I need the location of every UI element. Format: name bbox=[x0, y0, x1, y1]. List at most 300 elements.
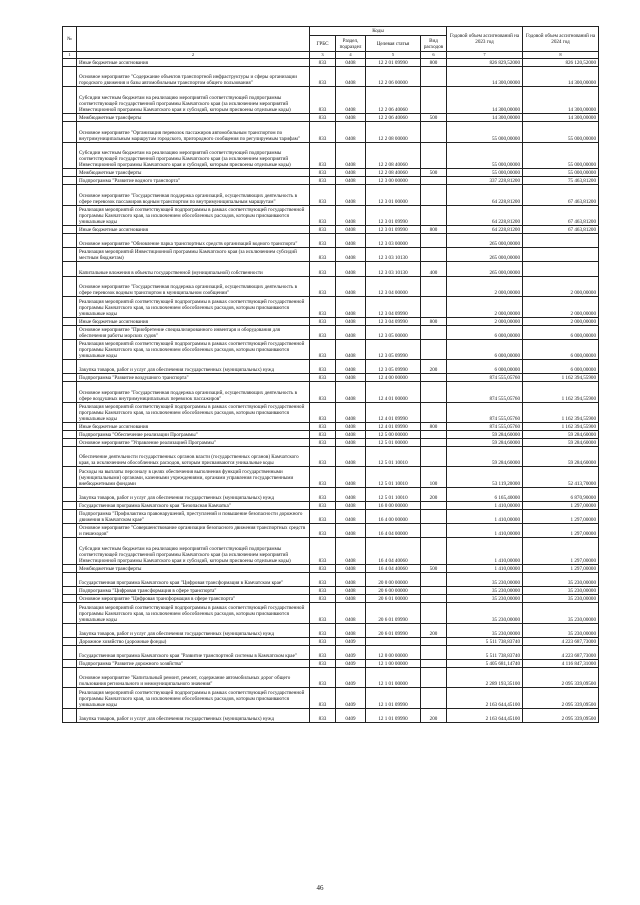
row-num-cell bbox=[63, 688, 77, 709]
row-grbs-cell: 833 bbox=[310, 423, 336, 431]
row-num-cell bbox=[63, 667, 77, 688]
row-exp-type-cell bbox=[421, 637, 447, 645]
row-target-cell: 12 2 06 40060 bbox=[366, 87, 421, 114]
row-exp-type-cell bbox=[421, 524, 447, 538]
row-volume-2024-cell: 52 413,70000 bbox=[523, 467, 599, 488]
row-exp-type-cell: 800 bbox=[421, 317, 447, 325]
row-exp-type-cell bbox=[421, 402, 447, 423]
row-section-cell: 0408 bbox=[336, 623, 366, 637]
budget-page bbox=[62, 26, 598, 723]
row-num-cell bbox=[63, 487, 77, 501]
row-section-cell: 0408 bbox=[336, 587, 366, 595]
row-num-cell bbox=[63, 565, 77, 573]
row-volume-2024-cell: 6 000,00000 bbox=[523, 339, 599, 360]
row-num-cell bbox=[63, 248, 77, 262]
table-row bbox=[63, 59, 599, 67]
row-volume-2023-cell: 59 284,60000 bbox=[447, 446, 523, 467]
row-volume-2023-cell: 6 000,00000 bbox=[447, 325, 523, 339]
row-target-cell: 12 3 00 00000 bbox=[366, 177, 421, 185]
column-index: 5 bbox=[366, 52, 421, 59]
row-section-cell: 0408 bbox=[336, 248, 366, 262]
row-target-cell: 20 6 00 00000 bbox=[366, 587, 421, 595]
row-target-cell: 12 3 05 09990 bbox=[366, 360, 421, 374]
row-volume-2023-cell: 1 410,00000 bbox=[447, 502, 523, 510]
row-exp-type-cell: 500 bbox=[421, 169, 447, 177]
row-target-cell: 12 2 06 40060 bbox=[366, 114, 421, 122]
row-name-cell: Закупка товаров, работ и услуг для обеспечения государственных (муниципальных) нужд bbox=[77, 487, 310, 501]
table-row bbox=[63, 122, 599, 143]
row-num-cell bbox=[63, 205, 77, 226]
row-grbs-cell: 833 bbox=[310, 446, 336, 467]
row-grbs-cell: 833 bbox=[310, 623, 336, 637]
row-section-cell: 0408 bbox=[336, 185, 366, 206]
row-volume-2024-cell: 1 162 394,55900 bbox=[523, 382, 599, 403]
row-volume-2023-cell: 14 300,00000 bbox=[447, 87, 523, 114]
row-section-cell: 0408 bbox=[336, 297, 366, 318]
row-grbs-cell: 833 bbox=[310, 487, 336, 501]
row-target-cell: 12 4 01 00000 bbox=[366, 382, 421, 403]
table-row bbox=[63, 374, 599, 382]
row-exp-type-cell: 500 bbox=[421, 114, 447, 122]
row-grbs-cell: 833 bbox=[310, 339, 336, 360]
row-target-cell: 12 3 03 00000 bbox=[366, 234, 421, 248]
row-num-cell bbox=[63, 382, 77, 403]
row-num-cell bbox=[63, 637, 77, 645]
row-volume-2023-cell: 35 230,00000 bbox=[447, 603, 523, 624]
table-row bbox=[63, 66, 599, 87]
table-row bbox=[63, 423, 599, 431]
row-num-cell bbox=[63, 226, 77, 234]
row-volume-2023-cell: 64 228,81200 bbox=[447, 226, 523, 234]
table-row bbox=[63, 177, 599, 185]
row-volume-2024-cell: 2 095 339,09500 bbox=[523, 708, 599, 722]
row-volume-2024-cell: 67 463,81200 bbox=[523, 205, 599, 226]
row-name-cell: Капитальные вложения в объекты государственной (муниципальной) собственности bbox=[77, 262, 310, 276]
row-volume-2024-cell: 6 000,00000 bbox=[523, 325, 599, 339]
row-exp-type-cell bbox=[421, 248, 447, 262]
table-row bbox=[63, 87, 599, 114]
row-volume-2024-cell: 35 230,00000 bbox=[523, 603, 599, 624]
row-volume-2023-cell: 5 511 738,83740 bbox=[447, 637, 523, 645]
table-row bbox=[63, 623, 599, 637]
header-volume-2023: Годовой объем ассигнований на 2023 год bbox=[447, 27, 523, 52]
row-name-cell: Основное мероприятие "Обновление парка транспортных средств организаций водного транспорта" bbox=[77, 234, 310, 248]
budget-table bbox=[62, 26, 599, 723]
row-num-cell bbox=[63, 234, 77, 248]
row-volume-2024-cell: 75 463,81200 bbox=[523, 177, 599, 185]
row-exp-type-cell bbox=[421, 595, 447, 603]
row-volume-2024-cell: 1 297,00000 bbox=[523, 524, 599, 538]
row-name-cell: Закупка товаров, работ и услуг для обеспечения государственных (муниципальных) нужд bbox=[77, 623, 310, 637]
row-volume-2024-cell: 2 000,00000 bbox=[523, 317, 599, 325]
table-row bbox=[63, 339, 599, 360]
row-target-cell: 20 0 00 00000 bbox=[366, 573, 421, 587]
row-target-cell: 12 2 06 00000 bbox=[366, 66, 421, 87]
row-exp-type-cell bbox=[421, 587, 447, 595]
row-name-cell: Основное мероприятие "Совершенствование организации безопасного движения транспортных средств и пешеходов" bbox=[77, 524, 310, 538]
row-target-cell: 12 3 01 09990 bbox=[366, 226, 421, 234]
row-target-cell: 16 4 04 00000 bbox=[366, 524, 421, 538]
row-volume-2023-cell: 6 165,40000 bbox=[447, 487, 523, 501]
row-volume-2023-cell: 2 000,00000 bbox=[447, 297, 523, 318]
row-section-cell: 0409 bbox=[336, 708, 366, 722]
table-row bbox=[63, 688, 599, 709]
row-num-cell bbox=[63, 87, 77, 114]
row-name-cell: Иные бюджетные ассигнования bbox=[77, 317, 310, 325]
row-num-cell bbox=[63, 59, 77, 67]
row-grbs-cell: 833 bbox=[310, 114, 336, 122]
row-volume-2024-cell: 35 230,00000 bbox=[523, 587, 599, 595]
row-grbs-cell: 833 bbox=[310, 402, 336, 423]
row-grbs-cell: 833 bbox=[310, 603, 336, 624]
row-volume-2024-cell: 55 000,00000 bbox=[523, 142, 599, 169]
row-volume-2023-cell: 35 230,00000 bbox=[447, 587, 523, 595]
row-volume-2024-cell: 1 297,00000 bbox=[523, 502, 599, 510]
row-volume-2024-cell bbox=[523, 248, 599, 262]
row-section-cell: 0408 bbox=[336, 262, 366, 276]
row-name-cell: Основное мероприятие "Организация перевозок пассажиров автомобильным транспортом по внутримуниципальным маршрутам городского, пригородного сообщения по регулируемым тарифам" bbox=[77, 122, 310, 143]
row-name-cell: Основное мероприятие "Государственная поддержка организаций, осуществляющих деятельность в сфере перевозок пассажиров водным транспортом по внутримуниципальным маршрутам" bbox=[77, 185, 310, 206]
row-exp-type-cell bbox=[421, 502, 447, 510]
row-name-cell: Основное мероприятие "Государственная поддержка организаций, осуществляющих деятельность в сфере перевозок водным транспортом в муниципальном сообщении" bbox=[77, 276, 310, 297]
row-target-cell: 12 3 01 09990 bbox=[366, 205, 421, 226]
row-section-cell: 0408 bbox=[336, 446, 366, 467]
row-exp-type-cell: 200 bbox=[421, 487, 447, 501]
row-name-cell: Основное мероприятие "Приобретение специализированного инвентаря и оборудования для обеспечения работы морских судов" bbox=[77, 325, 310, 339]
row-target-cell: 12 3 03 10130 bbox=[366, 248, 421, 262]
row-num-cell bbox=[63, 374, 77, 382]
row-volume-2023-cell: 2 289 193,35100 bbox=[447, 667, 523, 688]
row-grbs-cell: 833 bbox=[310, 66, 336, 87]
row-target-cell: 12 3 03 10130 bbox=[366, 262, 421, 276]
row-grbs-cell: 833 bbox=[310, 510, 336, 524]
row-target-cell: 12 4 01 09990 bbox=[366, 423, 421, 431]
row-exp-type-cell: 200 bbox=[421, 623, 447, 637]
row-num-cell bbox=[63, 431, 77, 439]
row-volume-2023-cell: 14 300,00000 bbox=[447, 66, 523, 87]
row-name-cell: Иные бюджетные ассигнования bbox=[77, 423, 310, 431]
row-section-cell: 0408 bbox=[336, 276, 366, 297]
row-volume-2024-cell: 6 870,90000 bbox=[523, 487, 599, 501]
row-volume-2024-cell: 55 000,00000 bbox=[523, 122, 599, 143]
row-exp-type-cell bbox=[421, 177, 447, 185]
row-target-cell: 12 5 00 00000 bbox=[366, 431, 421, 439]
row-section-cell: 0408 bbox=[336, 538, 366, 565]
table-row bbox=[63, 248, 599, 262]
row-section-cell: 0408 bbox=[336, 595, 366, 603]
column-index: 7 bbox=[447, 52, 523, 59]
table-row bbox=[63, 382, 599, 403]
table-row bbox=[63, 169, 599, 177]
row-section-cell: 0408 bbox=[336, 142, 366, 169]
row-grbs-cell: 833 bbox=[310, 439, 336, 447]
row-exp-type-cell: 800 bbox=[421, 423, 447, 431]
row-section-cell: 0408 bbox=[336, 234, 366, 248]
row-target-cell: 12 4 01 09990 bbox=[366, 402, 421, 423]
table-row bbox=[63, 262, 599, 276]
row-name-cell: Основное мероприятие "Капитальный ремонт, ремонт, содержание автомобильных дорог общего пользования регионального и межмуниципального значения" bbox=[77, 667, 310, 688]
table-row bbox=[63, 667, 599, 688]
row-grbs-cell: 833 bbox=[310, 645, 336, 659]
row-section-cell: 0409 bbox=[336, 667, 366, 688]
row-volume-2023-cell: 53 119,20000 bbox=[447, 467, 523, 488]
table-row bbox=[63, 325, 599, 339]
column-index: 1 bbox=[63, 52, 77, 59]
table-row bbox=[63, 439, 599, 447]
row-name-cell: Основное мероприятие "Содержание объектов транспортной инфраструктуры и сферы организации городского движения и базы автомобильным транспортом общего пользования" bbox=[77, 66, 310, 87]
row-grbs-cell: 833 bbox=[310, 226, 336, 234]
row-exp-type-cell bbox=[421, 603, 447, 624]
row-target-cell: 16 0 00 00000 bbox=[366, 502, 421, 510]
row-name-cell: Иные бюджетные ассигнования bbox=[77, 226, 310, 234]
row-volume-2024-cell: 2 095 339,09500 bbox=[523, 667, 599, 688]
row-section-cell: 0408 bbox=[336, 317, 366, 325]
row-volume-2023-cell: 1 410,00000 bbox=[447, 565, 523, 573]
row-grbs-cell: 833 bbox=[310, 374, 336, 382]
row-section-cell: 0408 bbox=[336, 169, 366, 177]
row-section-cell: 0408 bbox=[336, 510, 366, 524]
row-section-cell: 0408 bbox=[336, 339, 366, 360]
row-name-cell: Межбюджетные трансферты bbox=[77, 114, 310, 122]
row-exp-type-cell bbox=[421, 325, 447, 339]
table-row bbox=[63, 297, 599, 318]
table-row bbox=[63, 185, 599, 206]
table-row bbox=[63, 595, 599, 603]
row-volume-2023-cell: 5 405 681,14740 bbox=[447, 659, 523, 667]
row-section-cell: 0408 bbox=[336, 487, 366, 501]
row-volume-2024-cell: 6 000,00000 bbox=[523, 360, 599, 374]
row-grbs-cell: 833 bbox=[310, 431, 336, 439]
row-grbs-cell: 833 bbox=[310, 297, 336, 318]
row-grbs-cell: 833 bbox=[310, 587, 336, 595]
row-target-cell: 12 0 00 00000 bbox=[366, 645, 421, 659]
row-volume-2024-cell: 2 000,00000 bbox=[523, 297, 599, 318]
row-name-cell: Подпрограмма "Развитие водного транспорта" bbox=[77, 177, 310, 185]
row-grbs-cell: 833 bbox=[310, 177, 336, 185]
row-exp-type-cell: 800 bbox=[421, 226, 447, 234]
row-target-cell: 12 3 04 00000 bbox=[366, 276, 421, 297]
row-volume-2023-cell: 874 555,05760 bbox=[447, 382, 523, 403]
row-volume-2023-cell: 2 163 644,45100 bbox=[447, 688, 523, 709]
row-volume-2024-cell: 67 463,81200 bbox=[523, 185, 599, 206]
row-name-cell: Основное мероприятие "Цифровая трансформация в сфере транспорта" bbox=[77, 595, 310, 603]
row-target-cell: 12 5 01 10010 bbox=[366, 467, 421, 488]
row-target-cell: 12 3 05 00000 bbox=[366, 325, 421, 339]
row-volume-2023-cell: 337 228,81200 bbox=[447, 177, 523, 185]
row-section-cell: 0409 bbox=[336, 688, 366, 709]
row-volume-2024-cell: 59 284,60000 bbox=[523, 446, 599, 467]
row-exp-type-cell: 200 bbox=[421, 708, 447, 722]
row-volume-2023-cell: 2 000,00000 bbox=[447, 276, 523, 297]
row-exp-type-cell bbox=[421, 142, 447, 169]
row-num-cell bbox=[63, 708, 77, 722]
row-num-cell bbox=[63, 446, 77, 467]
row-section-cell: 0408 bbox=[336, 603, 366, 624]
row-section-cell: 0408 bbox=[336, 122, 366, 143]
row-section-cell: 0408 bbox=[336, 431, 366, 439]
row-section-cell: 0408 bbox=[336, 565, 366, 573]
row-grbs-cell: 833 bbox=[310, 659, 336, 667]
row-grbs-cell: 833 bbox=[310, 524, 336, 538]
row-num-cell bbox=[63, 339, 77, 360]
row-exp-type-cell bbox=[421, 374, 447, 382]
row-num-cell bbox=[63, 114, 77, 122]
row-exp-type-cell bbox=[421, 122, 447, 143]
row-exp-type-cell bbox=[421, 446, 447, 467]
row-name-cell: Дорожное хозяйство (дорожные фонды) bbox=[77, 637, 310, 645]
row-volume-2023-cell: 1 410,00000 bbox=[447, 524, 523, 538]
row-section-cell: 0409 bbox=[336, 645, 366, 659]
row-volume-2023-cell: 59 284,60000 bbox=[447, 431, 523, 439]
header-section: Раздел, подраздел bbox=[336, 36, 366, 52]
row-volume-2023-cell: 64 228,81200 bbox=[447, 205, 523, 226]
row-volume-2024-cell bbox=[523, 262, 599, 276]
row-num-cell bbox=[63, 122, 77, 143]
row-section-cell: 0408 bbox=[336, 502, 366, 510]
header-name bbox=[77, 27, 310, 52]
row-exp-type-cell: 500 bbox=[421, 565, 447, 573]
row-num-cell bbox=[63, 587, 77, 595]
column-index: 3 bbox=[310, 52, 336, 59]
row-exp-type-cell bbox=[421, 510, 447, 524]
row-volume-2023-cell: 265 000,00000 bbox=[447, 262, 523, 276]
row-volume-2024-cell: 1 162 394,55900 bbox=[523, 423, 599, 431]
row-num-cell bbox=[63, 467, 77, 488]
row-num-cell bbox=[63, 276, 77, 297]
row-volume-2023-cell: 874 555,05760 bbox=[447, 402, 523, 423]
row-volume-2023-cell: 59 284,60000 bbox=[447, 439, 523, 447]
row-target-cell bbox=[366, 637, 421, 645]
table-row bbox=[63, 502, 599, 510]
row-num-cell bbox=[63, 603, 77, 624]
row-volume-2023-cell: 2 000,00000 bbox=[447, 317, 523, 325]
column-index: 6 bbox=[421, 52, 447, 59]
row-exp-type-cell bbox=[421, 573, 447, 587]
row-num-cell bbox=[63, 573, 77, 587]
row-section-cell: 0408 bbox=[336, 205, 366, 226]
table-row bbox=[63, 205, 599, 226]
row-name-cell: Расходы на выплаты персоналу в целях обеспечения выполнения функций государственными (муниципальными) органами, казенными учреждениями, органами управления государственными внебюджетными фондами bbox=[77, 467, 310, 488]
row-section-cell: 0408 bbox=[336, 423, 366, 431]
row-name-cell: Субсидии местным бюджетам на реализацию мероприятий соответствующей подпрограммы соответствующей государственной программы Камчатского края (за исключением мероприятий Инвестиционной программы Камчатского края и субсидий, которым присвоены отдельные коды) bbox=[77, 538, 310, 565]
row-volume-2023-cell: 874 555,05760 bbox=[447, 423, 523, 431]
row-volume-2023-cell: 1 410,00000 bbox=[447, 510, 523, 524]
table-row bbox=[63, 226, 599, 234]
row-volume-2024-cell: 59 284,60000 bbox=[523, 439, 599, 447]
row-name-cell: Государственная программа Камчатского края "Безопасная Камчатка" bbox=[77, 502, 310, 510]
row-grbs-cell: 833 bbox=[310, 248, 336, 262]
row-num-cell bbox=[63, 297, 77, 318]
row-volume-2023-cell: 265 000,00000 bbox=[447, 234, 523, 248]
row-volume-2024-cell: 1 297,00000 bbox=[523, 510, 599, 524]
row-exp-type-cell: 100 bbox=[421, 467, 447, 488]
table-row bbox=[63, 573, 599, 587]
row-num-cell bbox=[63, 439, 77, 447]
row-volume-2023-cell: 55 000,00000 bbox=[447, 142, 523, 169]
table-body bbox=[63, 59, 599, 723]
row-volume-2024-cell: 1 297,00000 bbox=[523, 565, 599, 573]
row-exp-type-cell bbox=[421, 538, 447, 565]
row-grbs-cell: 833 bbox=[310, 382, 336, 403]
row-volume-2023-cell: 64 228,81200 bbox=[447, 185, 523, 206]
row-volume-2024-cell: 67 463,81200 bbox=[523, 226, 599, 234]
row-section-cell: 0408 bbox=[336, 325, 366, 339]
row-volume-2023-cell: 35 230,00000 bbox=[447, 623, 523, 637]
row-volume-2023-cell: 55 000,00000 bbox=[447, 169, 523, 177]
row-section-cell: 0409 bbox=[336, 659, 366, 667]
table-row bbox=[63, 317, 599, 325]
row-num-cell bbox=[63, 595, 77, 603]
row-num-cell bbox=[63, 66, 77, 87]
row-exp-type-cell: 200 bbox=[421, 360, 447, 374]
row-name-cell: Реализация мероприятий соответствующей подпрограммы в рамках соответствующей государственной программы Камчатского края, за исключением обособленных расходов, которым присваиваются уникальные коды bbox=[77, 402, 310, 423]
row-name-cell: Реализация мероприятий Инвестиционной программы Камчатского края (за исключением субсидий местным бюджетам) bbox=[77, 248, 310, 262]
row-grbs-cell: 833 bbox=[310, 637, 336, 645]
row-volume-2024-cell: 2 000,00000 bbox=[523, 276, 599, 297]
row-section-cell: 0408 bbox=[336, 524, 366, 538]
row-target-cell: 12 1 01 09990 bbox=[366, 708, 421, 722]
table-row bbox=[63, 565, 599, 573]
row-volume-2023-cell: 14 300,00000 bbox=[447, 114, 523, 122]
row-exp-type-cell bbox=[421, 87, 447, 114]
table-row bbox=[63, 637, 599, 645]
row-target-cell: 12 5 01 10010 bbox=[366, 446, 421, 467]
column-index: 8 bbox=[523, 52, 599, 59]
column-index: 4 bbox=[336, 52, 366, 59]
table-row bbox=[63, 538, 599, 565]
row-name-cell: Подпрограмма "Развитие дорожного хозяйства" bbox=[77, 659, 310, 667]
column-index: 2 bbox=[77, 52, 310, 59]
row-section-cell: 0408 bbox=[336, 439, 366, 447]
row-volume-2023-cell: 874 555,05760 bbox=[447, 374, 523, 382]
row-target-cell: 20 6 01 09990 bbox=[366, 603, 421, 624]
row-target-cell: 12 5 01 00000 bbox=[366, 439, 421, 447]
row-name-cell: Основное мероприятие "Государственная поддержка организаций, осуществляющих деятельность в сфере воздушных внутримуниципальных перевозок пассажиров" bbox=[77, 382, 310, 403]
table-row bbox=[63, 510, 599, 524]
row-target-cell: 16 4 04 40060 bbox=[366, 538, 421, 565]
row-volume-2024-cell: 1 162 394,55900 bbox=[523, 374, 599, 382]
row-volume-2024-cell: 4 223 687,73000 bbox=[523, 637, 599, 645]
row-name-cell: Основное мероприятие "Управление реализацией Программы" bbox=[77, 439, 310, 447]
row-num-cell bbox=[63, 185, 77, 206]
row-volume-2024-cell: 55 000,00000 bbox=[523, 169, 599, 177]
row-volume-2024-cell: 35 230,00000 bbox=[523, 573, 599, 587]
row-name-cell: Подпрограмма "Развитие воздушного транспорта" bbox=[77, 374, 310, 382]
row-name-cell: Закупка товаров, работ и услуг для обеспечения государственных (муниципальных) нужд bbox=[77, 708, 310, 722]
column-index-row bbox=[63, 52, 599, 59]
row-num-cell bbox=[63, 538, 77, 565]
row-name-cell: Реализация мероприятий соответствующей подпрограммы в рамках соответствующей государственной программы Камчатского края, за исключением обособленных расходов, которым присваиваются уникальные коды bbox=[77, 688, 310, 709]
row-target-cell: 12 1 01 09990 bbox=[366, 688, 421, 709]
row-section-cell: 0408 bbox=[336, 177, 366, 185]
row-volume-2024-cell: 14 300,00000 bbox=[523, 66, 599, 87]
row-target-cell: 20 6 01 00000 bbox=[366, 595, 421, 603]
row-section-cell: 0408 bbox=[336, 226, 366, 234]
row-volume-2023-cell: 6 000,00000 bbox=[447, 339, 523, 360]
row-exp-type-cell bbox=[421, 297, 447, 318]
row-num-cell bbox=[63, 177, 77, 185]
table-row bbox=[63, 276, 599, 297]
row-grbs-cell: 833 bbox=[310, 573, 336, 587]
row-name-cell: Межбюджетные трансферты bbox=[77, 565, 310, 573]
row-target-cell: 12 4 00 00000 bbox=[366, 374, 421, 382]
table-row bbox=[63, 659, 599, 667]
row-volume-2024-cell: 1 297,00000 bbox=[523, 538, 599, 565]
row-num-cell bbox=[63, 262, 77, 276]
row-exp-type-cell bbox=[421, 667, 447, 688]
row-num-cell bbox=[63, 317, 77, 325]
row-num-cell bbox=[63, 502, 77, 510]
